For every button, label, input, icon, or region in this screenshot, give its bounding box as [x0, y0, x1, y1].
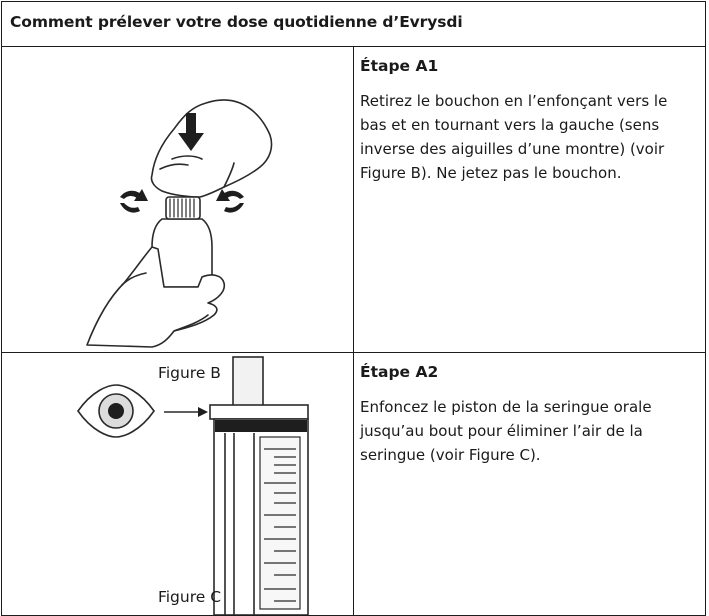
- step-a1-cell: [354, 47, 706, 353]
- table-header-cell: [2, 2, 706, 47]
- document-title: Comment prélever votre dose quotidienne d’Evrysdi: [10, 13, 463, 31]
- arrow-right-icon: [164, 407, 208, 417]
- upper-hand-icon: [151, 100, 271, 197]
- step-row-a2: [2, 353, 706, 616]
- step-a2-title: Étape A2: [360, 363, 439, 381]
- figure-b-caption: Figure B: [158, 364, 221, 382]
- figure-b-cell: [2, 47, 354, 382]
- step-a2-text: Enfoncez le piston de la seringue orale jusqu’au bout pour éliminer l’air de la seringue (voir Figure C).: [360, 398, 652, 464]
- step-a2-cell: [354, 353, 706, 616]
- figure-c-cell: [2, 353, 354, 616]
- eye-icon: [78, 385, 154, 437]
- figure-c-caption: Figure C: [157, 588, 222, 606]
- step-a1-text: Retirez le bouchon en l’enfonçant vers le bas et en tournant vers la gauche (sens inverse des aiguilles d’une montre) (voir Figure B). Ne jetez pas le bouchon.: [360, 92, 668, 182]
- oral-syringe-icon: [210, 357, 308, 615]
- step-row-a1: [2, 47, 706, 353]
- step-a1-title: Étape A1: [360, 57, 439, 75]
- figure-b-illustration: [2, 47, 377, 352]
- bottle-cap-icon: [166, 197, 200, 219]
- instructions-table: [1, 1, 706, 616]
- table-header-row: [2, 2, 706, 47]
- rotate-left-arrow-icon: [120, 189, 148, 213]
- figure-c-illustration: [2, 353, 377, 615]
- rotate-right-arrow-icon: [216, 189, 244, 213]
